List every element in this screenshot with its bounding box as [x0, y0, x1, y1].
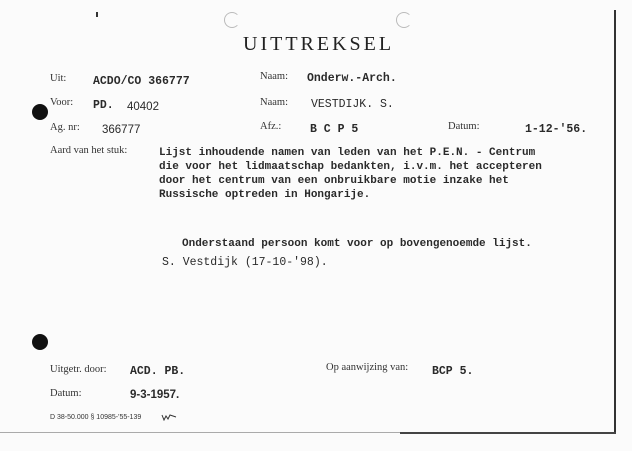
uitgetr-value: ACD. PB. [130, 365, 186, 378]
binder-hole [32, 334, 48, 350]
aard-line: die voor het lidmaatschap bedankten, i.v.m. het accepteren [159, 161, 542, 173]
note-line2: S. Vestdijk (17-10-'98). [162, 256, 328, 269]
print-code: D 38-50.000 § 10985-'55-139 [50, 414, 142, 421]
aard-line: Lijst inhoudende namen van leden van het P.E.N. - Centrum [159, 147, 536, 159]
punch-hole [224, 12, 240, 28]
aard-label: Aard van het stuk: [50, 145, 128, 156]
datum-label: Datum: [448, 121, 480, 132]
aanwijzing-label: Op aanwijzing van: [326, 362, 409, 373]
datum-value: 1-12-'56. [525, 123, 588, 136]
uit-label: Uit: [50, 73, 67, 84]
aanwijzing-value: BCP 5. [432, 365, 474, 378]
punch-hole [396, 12, 412, 28]
naam1-value: Onderw.-Arch. [307, 72, 397, 85]
voor-label: Voor: [50, 97, 74, 108]
afz-value: B C P 5 [310, 123, 359, 136]
page-border-bottom-dark [400, 432, 616, 434]
voor-value-b: 40402 [127, 101, 159, 113]
footer-datum-label: Datum: [50, 388, 82, 399]
note-line1: Onderstaand persoon komt voor op bovengenoemde lijst. [182, 238, 532, 250]
naam2-value: VESTDIJK. S. [311, 98, 394, 111]
binder-hole [32, 104, 48, 120]
initials-scribble [161, 413, 177, 421]
naam1-label: Naam: [260, 71, 288, 82]
agnr-value: 366777 [102, 124, 141, 136]
aard-line: Russische optreden in Hongarije. [159, 189, 371, 201]
agnr-label: Ag. nr: [50, 122, 80, 133]
uitgetr-label: Uitgetr. door: [50, 364, 107, 375]
footer-datum-value: 9-3-1957. [130, 389, 180, 401]
voor-value-a: PD. [93, 99, 114, 112]
aard-line: door het centrum van een onbruikbare motie inzake het [159, 175, 509, 187]
document-title: UITTREKSEL [243, 33, 395, 55]
afz-label: Afz.: [260, 121, 282, 132]
aard-text [159, 146, 542, 202]
naam2-label: Naam: [260, 97, 288, 108]
page-border-right [614, 10, 616, 434]
uit-value: ACDO/CO 366777 [93, 75, 190, 88]
ink-mark [96, 12, 98, 17]
